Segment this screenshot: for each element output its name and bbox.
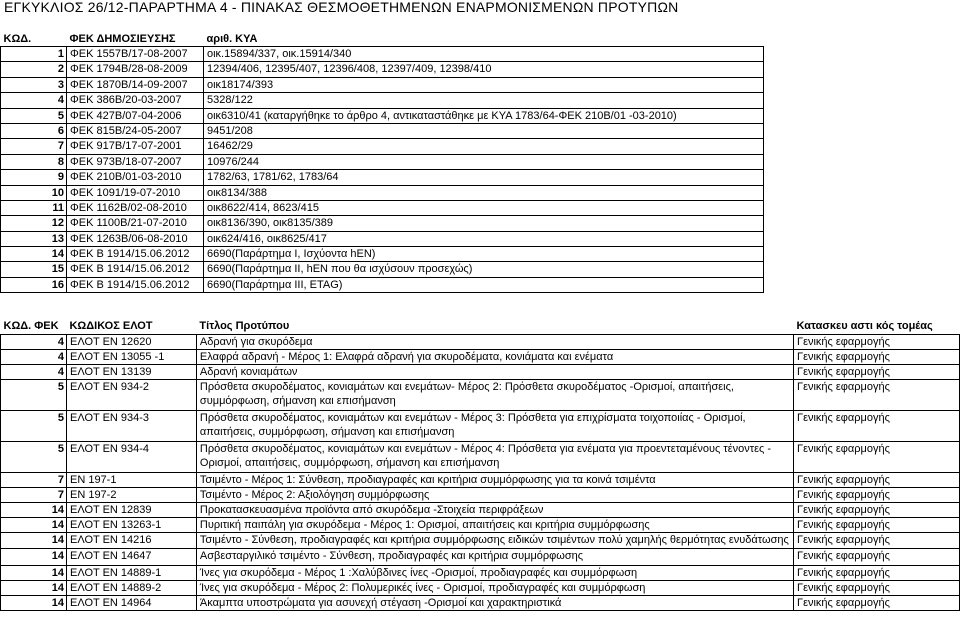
row-sector: Γενικής εφαρμογής [794, 349, 960, 364]
row-code: 16 [1, 277, 67, 292]
row-elot: ΕΛΟΤ ΕΝ 14216 [66, 532, 196, 548]
table-row [1, 441, 960, 472]
row-elot: ΕΛΟΤ ΕΝ 934-4 [66, 441, 196, 472]
row-kya: οικ624/416, οικ8625/417 [204, 231, 764, 246]
header-code: ΚΩΔ. ΦΕΚ [3, 320, 59, 332]
row-kya: 6690(Παράρτημα ΙΙΙ, ETAG) [204, 277, 764, 292]
row-fek: ΦΕΚ 1870Β/14-09-2007 [67, 77, 204, 92]
row-code: 7 [1, 139, 67, 154]
row-code: 11 [1, 200, 67, 215]
row-code: 6 [1, 123, 67, 138]
row-code: 14 [1, 580, 67, 595]
row-title: Ελαφρά αδρανή - Μέρος 1: Ελαφρά αδρανή για σκυροδέματα, κονιάματα και ενέματα [196, 349, 793, 364]
table-row [1, 123, 764, 138]
row-elot: ΕΛΟΤ ΕΝ 14647 [66, 548, 196, 565]
row-kya: οικ8622/414, 8623/415 [204, 200, 764, 215]
row-sector: Γενικής εφαρμογής [794, 410, 960, 441]
table-header-row [1, 32, 764, 47]
table-row [1, 139, 764, 154]
table-row [1, 595, 960, 610]
table-row [1, 93, 764, 108]
row-sector: Γενικής εφαρμογής [794, 517, 960, 532]
row-sector: Γενικής εφαρμογής [794, 487, 960, 502]
table-row [1, 502, 960, 517]
table-row [1, 262, 764, 277]
table-row [1, 334, 960, 349]
row-title: Πρόσθετα σκυροδέματος, κονιαμάτων και ενεμάτων - Μέρος 4: Πρόσθετα για ενέματα για προεντεταμένους τένοντες - Ορισμοί, απαιτήσεις, συμμόρφωση, σήμανση και επισήμανση [196, 441, 793, 472]
row-kya: 1782/63, 1781/62, 1783/64 [204, 170, 764, 185]
row-fek: ΦΕΚ 1100Β/21-07-2010 [67, 216, 204, 231]
header-sector: Κατασκευ αστι κός τομέας [796, 320, 933, 332]
row-sector: Γενικής εφαρμογής [794, 580, 960, 595]
row-kya: οικ.15894/337, οικ.15914/340 [204, 47, 764, 62]
standards-table [0, 319, 960, 611]
table-row [1, 108, 764, 123]
row-elot: ΕΛΟΤ ΕΝ 14964 [66, 595, 196, 610]
table-row [1, 565, 960, 580]
row-code: 7 [1, 472, 67, 487]
table-row [1, 200, 764, 215]
row-kya: οικ8136/390, οικ8135/389 [204, 216, 764, 231]
row-fek: ΦΕΚ 1263Β/06-08-2010 [67, 231, 204, 246]
row-elot: ΕΛΟΤ ΕΝ 934-2 [66, 379, 196, 410]
row-elot: ΕΛΟΤ ΕΝ 14889-1 [66, 565, 196, 580]
row-sector: Γενικής εφαρμογής [794, 548, 960, 565]
row-code: 5 [1, 441, 67, 472]
row-fek: ΦΕΚ 210Β/01-03-2010 [67, 170, 204, 185]
row-code: 14 [1, 565, 67, 580]
row-sector: Γενικής εφαρμογής [794, 532, 960, 548]
row-code: 14 [1, 502, 67, 517]
row-title: Τσιμέντο - Μέρος 1: Σύνθεση, προδιαγραφές και κριτήρια συμμόρφωσης για τα κοινά τσιμέντα [196, 472, 793, 487]
row-fek: ΦΕΚ 386Β/20-03-2007 [67, 93, 204, 108]
row-fek: ΦΕΚ 427Β/07-04-2006 [67, 108, 204, 123]
row-kya: 5328/122 [204, 93, 764, 108]
row-code: 12 [1, 216, 67, 231]
table-row [1, 277, 764, 292]
row-elot: ΕΛΟΤ ΕΝ 934-3 [66, 410, 196, 441]
row-code: 8 [1, 154, 67, 169]
row-sector: Γενικής εφαρμογής [794, 334, 960, 349]
table-row [1, 472, 960, 487]
row-code: 13 [1, 231, 67, 246]
table-row [1, 216, 764, 231]
table-row [1, 364, 960, 379]
table-row [1, 532, 960, 548]
row-code: 1 [1, 47, 67, 62]
header-elot: ΚΩΔΙΚΟΣ ΕΛΟΤ [69, 320, 153, 332]
row-title: Πυριτική παιπάλη για σκυρόδεμα - Μέρος 1: Ορισμοί, απαιτήσεις και κριτήρια συμμόρφωσης [196, 517, 793, 532]
row-code: 5 [1, 410, 67, 441]
row-fek: ΦΕΚ Β 1914/15.06.2012 [67, 262, 204, 277]
row-title: Ασβεσταργιλικό τσιμέντο - Σύνθεση, προδιαγραφές και κριτήρια συμμόρφωσης [196, 548, 793, 565]
row-title: Πρόσθετα σκυροδέματος, κονιαμάτων και ενεμάτων - Μέρος 3: Πρόσθετα για επιχρίσματα τοιχοποιίας - Ορισμοί, απαιτήσεις, συμμόρφωση, σήμανση και επισήμανση [196, 410, 793, 441]
row-fek: ΦΕΚ 815Β/24-05-2007 [67, 123, 204, 138]
table-row [1, 349, 960, 364]
row-elot: ΕΛΟΤ ΕΝ 13139 [66, 364, 196, 379]
row-kya: 6690(Παράρτημα Ι, Ισχύοντα hEN) [204, 247, 764, 262]
row-fek: ΦΕΚ 973Β/18-07-2007 [67, 154, 204, 169]
row-kya: οικ6310/41 (καταργήθηκε το άρθρο 4, αντικαταστάθηκε με ΚΥΑ 1783/64-ΦΕΚ 210Β/01 -03-2010) [204, 108, 764, 123]
row-title: Άκαμπτα υποστρώματα για ασυνεχή στέγαση -Ορισμοί και χαρακτηριστικά [196, 595, 793, 610]
row-fek: ΦΕΚ Β 1914/15.06.2012 [67, 247, 204, 262]
row-elot: ΕΛΟΤ ΕΝ 12839 [66, 502, 196, 517]
row-code: 10 [1, 185, 67, 200]
row-code: 14 [1, 247, 67, 262]
row-code: 5 [1, 108, 67, 123]
header-title: Τίτλος Προτύπου [199, 320, 290, 332]
table-row [1, 154, 764, 169]
row-fek: ΦΕΚ 1162Β/02-08-2010 [67, 200, 204, 215]
row-code: 5 [1, 379, 67, 410]
header-code: ΚΩΔ. [1, 32, 67, 47]
row-sector: Γενικής εφαρμογής [794, 379, 960, 410]
row-kya: 9451/208 [204, 123, 764, 138]
row-code: 4 [1, 93, 67, 108]
row-title: Τσιμέντο - Μέρος 2: Αξιολόγηση συμμόρφωσης [196, 487, 793, 502]
row-sector: Γενικής εφαρμογής [794, 502, 960, 517]
row-sector: Γενικής εφαρμογής [794, 364, 960, 379]
row-fek: ΦΕΚ 1794Β/28-08-2009 [67, 62, 204, 77]
row-elot: ΕΛΟΤ ΕΝ 13055 -1 [66, 349, 196, 364]
row-code: 4 [1, 349, 67, 364]
table-row [1, 379, 960, 410]
table-row [1, 47, 764, 62]
row-title: Προκατασκευασμένα προϊόντα από σκυρόδεμα -Στοιχεία περιφράξεων [196, 502, 793, 517]
row-kya: οικ18174/393 [204, 77, 764, 92]
table-row [1, 62, 764, 77]
table-row [1, 410, 960, 441]
row-kya: 10976/244 [204, 154, 764, 169]
row-code: 2 [1, 62, 67, 77]
row-sector: Γενικής εφαρμογής [794, 565, 960, 580]
row-title: Αδρανή κονιαμάτων [196, 364, 793, 379]
feк-table [0, 32, 764, 293]
table-row [1, 247, 764, 262]
table-header-row [1, 319, 960, 334]
row-code: 7 [1, 487, 67, 502]
row-sector: Γενικής εφαρμογής [794, 595, 960, 610]
table-row [1, 185, 764, 200]
row-title: Τσιμέντο - Σύνθεση, προδιαγραφές και κριτήρια συμμόρφωσης ειδικών τσιμέντων πολύ χαμηλής θερμότητας ενυδάτωσης [196, 532, 793, 548]
header-kya: αριθ. ΚΥΑ [204, 32, 764, 47]
row-kya: οικ8134/388 [204, 185, 764, 200]
row-sector: Γενικής εφαρμογής [794, 441, 960, 472]
header-fek: ΦΕΚ ΔΗΜΟΣΙΕΥΣΗΣ [67, 32, 204, 47]
page-title: ΕΓΚΥΚΛΙΟΣ 26/12-ΠΑΡΑΡΤΗΜΑ 4 - ΠΙΝΑΚΑΣ ΘΕΣΜΟΘΕΤΗΜΕΝΩΝ ΕΝΑΡΜΟΝΙΣΜΕΝΩΝ ΠΡΟΤΥΠΩΝ [4, 0, 679, 15]
row-code: 4 [1, 334, 67, 349]
table-row [1, 548, 960, 565]
row-title: Αδρανή για σκυρόδεμα [196, 334, 793, 349]
row-kya: 16462/29 [204, 139, 764, 154]
table-row [1, 517, 960, 532]
row-title: Ίνες για σκυρόδεμα - Μέρος 1 :Χαλύβδινες ίνες -Ορισμοί, προδιαγραφές και συμμόρφωση [196, 565, 793, 580]
row-code: 9 [1, 170, 67, 185]
row-sector: Γενικής εφαρμογής [794, 472, 960, 487]
row-fek: ΦΕΚ 1091/19-07-2010 [67, 185, 204, 200]
row-fek: ΦΕΚ 1557Β/17-08-2007 [67, 47, 204, 62]
row-kya: 12394/406, 12395/407, 12396/408, 12397/409, 12398/410 [204, 62, 764, 77]
table-row [1, 487, 960, 502]
table-row [1, 231, 764, 246]
row-code: 14 [1, 595, 67, 610]
row-code: 14 [1, 532, 67, 548]
row-title: Πρόσθετα σκυροδέματος, κονιαμάτων και ενεμάτων- Μέρος 2: Πρόσθετα σκυροδέματος -Ορισμοί, απαιτήσεις, συμμόρφωση, σήμανση και επισήμανση [196, 379, 793, 410]
table-row [1, 77, 764, 92]
row-code: 14 [1, 548, 67, 565]
row-title: Ίνες για σκυρόδεμα - Μέρος 2: Πολυμερικές ίνες - Ορισμοί, προδιαγραφές και συμμόρφωση [196, 580, 793, 595]
table-row [1, 170, 764, 185]
row-fek: ΦΕΚ 917Β/17-07-2001 [67, 139, 204, 154]
row-code: 14 [1, 517, 67, 532]
row-kya: 6690(Παράρτημα ΙΙ, hEN που θα ισχύσουν προσεχώς) [204, 262, 764, 277]
row-elot: ΕΛΟΤ ΕΝ 14889-2 [66, 580, 196, 595]
row-elot: ΕΝ 197-1 [66, 472, 196, 487]
table-row [1, 580, 960, 595]
row-elot: ΕΛΟΤ ΕΝ 13263-1 [66, 517, 196, 532]
row-code: 4 [1, 364, 67, 379]
row-elot: ΕΛΟΤ ΕΝ 12620 [66, 334, 196, 349]
row-elot: ΕΝ 197-2 [66, 487, 196, 502]
row-fek: ΦΕΚ Β 1914/15.06.2012 [67, 277, 204, 292]
row-code: 3 [1, 77, 67, 92]
row-code: 15 [1, 262, 67, 277]
